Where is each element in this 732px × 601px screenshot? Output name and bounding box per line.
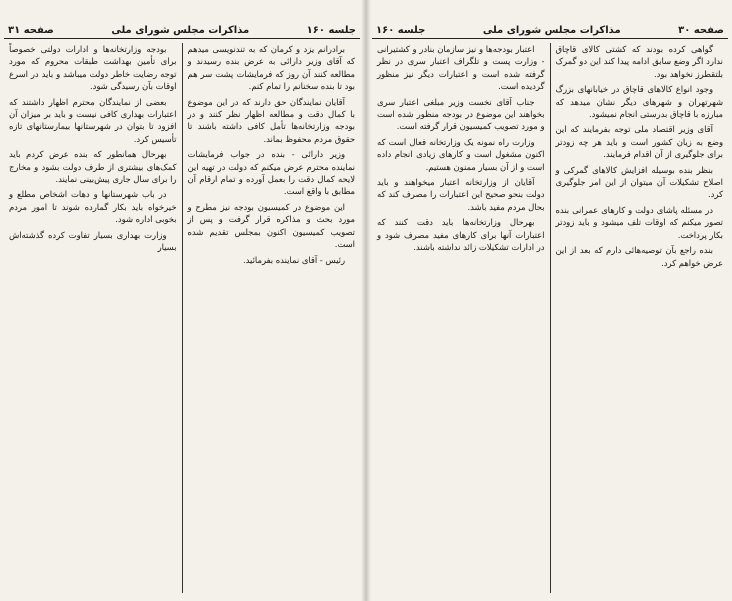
right-page-left-column	[372, 43, 550, 593]
left-page-title: مذاکرات مجلس شورای ملی	[111, 25, 250, 36]
left-page-right-column	[183, 43, 361, 593]
book-crease	[361, 0, 371, 601]
left-page-columns	[4, 43, 360, 593]
paragraph: آقایان نمایندگان حق دارند که در این موضوع با کمال دقت و مطالعه اظهار نظر کنند و در بودجه وزارتخانه‌ها تأمل کافی داشته باشند تا حقوق مردم محفوظ بماند.	[187, 96, 355, 144]
left-page-header	[4, 14, 360, 39]
paragraph: بنده راجع بآن توصیه‌هائی دارم که بعد از این عرض خواهم کرد.	[555, 245, 723, 268]
paragraph: بهرحال وزارتخانه‌ها باید دقت کنند که اعتبارات آنها برای کارهای مفید مصرف شود و در ادارات تشکیلات زائد نداشته باشند.	[377, 217, 545, 253]
right-page-header	[372, 14, 728, 39]
paragraph: اعتبار بودجه‌ها و نیز سازمان بنادر و کشتیرانی - وزارت پست و تلگراف اعتبار سری در نظر گرفته شده است و اعتبارات دیگر نیز منظور گردیده است.	[377, 44, 545, 92]
paragraph: این موضوع در کمیسیون بودجه نیز مطرح و مورد بحث و مذاکره قرار گرفت و پس از تصویب کمیسیون اکنون بمجلس تقدیم شده است.	[187, 201, 355, 250]
paragraph: در مسئله پاشای دولت و کارهای عمرانی بنده تصور میکنم که اوقات تلف میشود و باید زودتر بکار پرداخت.	[555, 204, 723, 240]
right-page	[372, 0, 728, 601]
paragraph: گواهی کرده بودند که کشتی کالای قاچاق ندارد اگر وضع سابق ادامه پیدا کند این دو گمرک بلتقطرز نخواهد بود.	[555, 44, 723, 79]
paragraph: رئیس - آقای نماینده بفرمائید.	[242, 254, 345, 265]
paragraph: وزارت راه نمونه یک وزارتخانه فعال است که اکنون مشغول است و کارهای زیادی انجام داده است و از آن بسیار ممنون هستیم.	[377, 136, 545, 172]
left-page-session: جلسه ۱۶۰	[306, 25, 356, 36]
right-page-right-column	[551, 43, 729, 593]
paragraph: در باب شهرستانها و دهات اشخاص مطلع و خیرخواه باید بکار گمارده شوند تا امور مردم بخوبی اداره شود.	[9, 189, 177, 225]
paragraph: برادرانم یزد و کرمان که به تندنویسی میدهم که آقای وزیر دارائی به عرض بنده رسیدند و مطالعه کنند آن روز که فرمایشات پشت سر هم بود تا بنده سخنانم را تمام کنم.	[187, 44, 355, 92]
paragraph: وزیر دارائی - بنده در جواب فرمایشات نماینده محترم عرض میکنم که دولت در تهیه این لایحه کمال دقت را بعمل آورده و تمام ارقام آن مطابق با واقع است.	[187, 149, 355, 197]
paragraph: بهرحال همانطور که بنده عرض کردم باید کمک‌های بیشتری از طرف دولت بشود و مخارج را برای سال جاری پیش‌بینی نمایند.	[9, 149, 177, 185]
paragraph: بنظر بنده بوسیله افزایش کالاهای گمرکی و اصلاح تشکیلات آن میتوان از این امر جلوگیری کرد.	[555, 164, 723, 200]
paragraph: وزارت بهداری بسیار تفاوت کرده گذشته‌اش بسیار	[9, 229, 177, 253]
left-page	[4, 0, 360, 601]
paragraph: آقای وزیر اقتصاد ملی توجه بفرمایند که این وضع به زیان کشور است و باید هر چه زودتر برای جلوگیری از آن اقدام فرمایند.	[555, 124, 723, 160]
right-page-number: صفحه ۳۰	[678, 25, 724, 36]
left-page-left-column	[4, 43, 182, 593]
right-page-title: مذاکرات مجلس شورای ملی	[482, 25, 621, 36]
paragraph: بعضی از نمایندگان محترم اظهار داشتند که اعتبارات بهداری کافی نیست و باید بر میزان آن افزود تا بتوان در شهرستانها بیمارستانهای تازه تأسیس کرد.	[9, 96, 177, 144]
paragraph: بودجه وزارتخانه‌ها و ادارات دولتی خصوصاً برای تأمین بهداشت طبقات محروم که مورد توجه رضایت خاطر دولت میباشد و باید در اسرع اوقات بآن رسیدگی شود.	[9, 44, 177, 92]
paragraph: آقایان از وزارتخانه اعتبار میخواهند و باید دولت بنحو صحیح این اعتبارات را مصرف کند که بحال مردم مفید باشد.	[377, 177, 545, 212]
paragraph: جناب آقای نخست وزیر مبلغی اعتبار سری بخواهند این موضوع در بودجه منظور شده است و مورد تصویب کمیسیون قرار گرفته است.	[377, 96, 545, 132]
right-page-columns	[372, 43, 728, 593]
paragraph: وجود انواع کالاهای قاچاق در خیابانهای بزرگ شهرتهران و شهرهای دیگر نشان میدهد که مبارزه با قاچاق بدرستی انجام نمیشود.	[555, 84, 723, 120]
right-page-session: جلسه ۱۶۰	[376, 25, 426, 36]
left-page-number: صفحه ۳۱	[8, 25, 54, 36]
